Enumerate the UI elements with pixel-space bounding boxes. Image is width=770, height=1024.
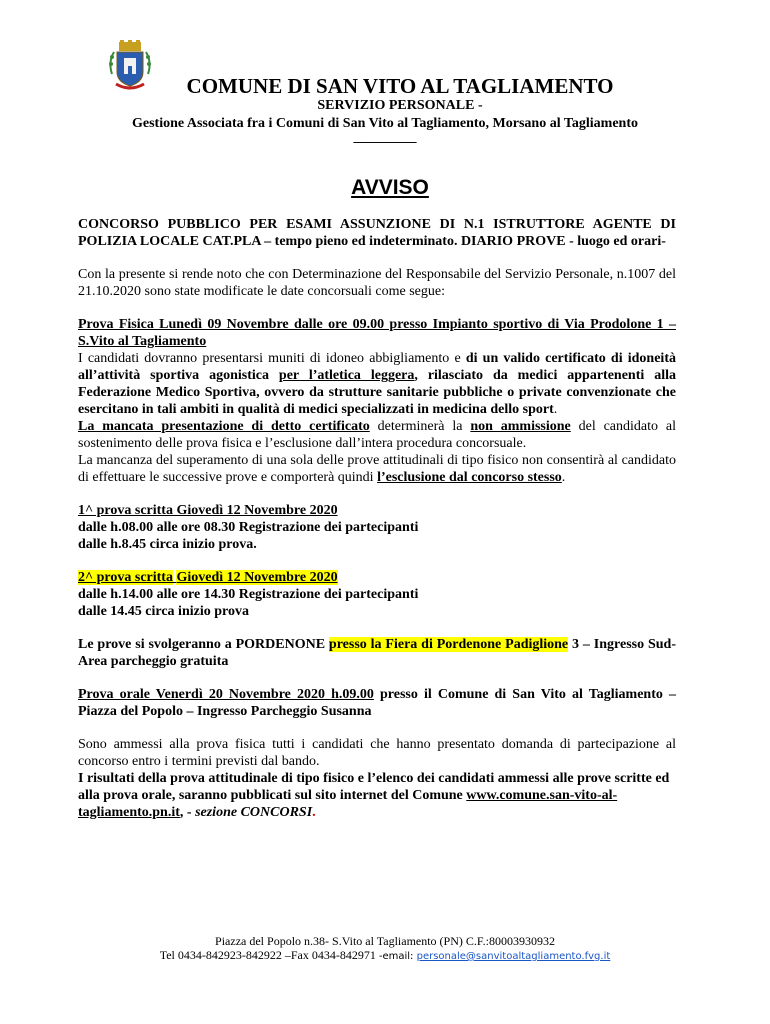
missing-certificate-paragraph — [78, 418, 676, 452]
service-name: SERVIZIO PERSONALE - — [317, 98, 483, 113]
footer-contacts — [0, 948, 770, 963]
written-test-1-heading: 1^ prova scritta Giovedì 12 Novembre 2020 — [78, 503, 338, 518]
notice-title: AVVISO — [351, 176, 429, 199]
intro-paragraph: Con la presente si rende noto che con Determinazione del Responsabile del Servizio Personale, n.1007 del 21.10.2020 sono state modificate le date concorsuali come segue: — [78, 267, 676, 299]
text-run: non ammissione — [470, 419, 571, 434]
notice-body — [78, 216, 676, 821]
text-run: . — [553, 402, 558, 417]
oral-test-paragraph — [78, 686, 676, 720]
email-link[interactable]: personale@sanvitoaltagliamento.fvg.it — [416, 951, 611, 962]
written-test-2-registration: dalle h.14.00 alle ore 14.30 Registrazione dei partecipanti — [78, 587, 419, 602]
text-run: Prova orale Venerdì 20 Novembre 2020 h.09.00 — [78, 687, 374, 702]
text-run: 2^ prova scritta — [78, 570, 173, 585]
text-run: I candidati dovranno presentarsi muniti di idoneo abbigliamento e — [78, 351, 466, 366]
written-test-1-start: dalle h.8.45 circa inizio prova. — [78, 537, 257, 552]
municipality-title: COMUNE DI SAN VITO AL TAGLIAMENTO — [186, 74, 614, 98]
written-test-2-heading — [78, 569, 676, 586]
text-run: di un valido certificato di idoneità all’attività sportiva agonistica — [78, 351, 676, 383]
text-run: La mancanza del superamento di una sola delle prove attitudinali di tipo fisico non consentirà al candidato di effettuare le successive prove e comporterà quindi — [78, 453, 676, 485]
text-run: La mancata presentazione di detto certificato — [78, 419, 370, 434]
physical-test-requirements — [78, 350, 676, 418]
header-rule: _________ — [353, 130, 417, 145]
text-run: presso la Fiera di Pordenone Padiglione — [328, 637, 569, 652]
text-run: del candidato al sostenimento delle prova fisica e l’esclusione dall’intera procedura concorsuale. — [78, 419, 676, 451]
association-line: Gestione Associata fra i Comuni di San Vito al Tagliamento, Morsano al Tagliamento — [132, 116, 638, 131]
text-run: l’esclusione dal concorso stesso — [377, 470, 562, 485]
text-run: I risultati della prova attitudinale di tipo fisico e l’elenco dei candidati ammessi alle prove scritte ed alla prova orale, saranno pubblicati sul sito internet del Comune — [78, 771, 670, 803]
email-label: -email: — [378, 951, 417, 962]
text-run: . — [561, 470, 566, 485]
text-run: presso il Comune di San Vito al Tagliamento – Piazza del Popolo – Ingresso Parcheggio Susanna — [78, 687, 676, 719]
written-test-1-registration: dalle h.08.00 alle ore 08.30 Registrazione dei partecipanti — [78, 520, 419, 535]
text-run: , rilasciato da medici appartenenti alla Federazione Medico Sportiva, ovvero da strutture sanitarie pubbliche o private convenzionate che esercitano in tali ambiti in qualità di medici specializzati in medicina dello sport — [78, 368, 676, 417]
exclusion-paragraph — [78, 452, 676, 486]
admission-paragraph: Sono ammessi alla prova fisica tutti i candidati che hanno presentato domanda di partecipazione al concorso entro i termini previsti dal bando. — [78, 737, 676, 769]
text-run: per l’atletica leggera — [278, 368, 415, 383]
text-run: sezione CONCORSI — [195, 805, 313, 820]
results-paragraph — [78, 770, 676, 821]
footer-address: Piazza del Popolo n.38- S.Vito al Tagliamento (PN) C.F.:80003930932 — [215, 934, 555, 948]
competition-heading: CONCORSO PUBBLICO PER ESAMI ASSUNZIONE DI N.1 ISTRUTTORE AGENTE DI POLIZIA LOCALE CAT.PLA – tempo pieno ed indeterminato. DIARIO PROVE - luogo ed orari- — [78, 217, 676, 249]
footer-phones: Tel 0434-842923-842922 –Fax 0434-842971 — [159, 948, 379, 962]
text-run: , - — [179, 805, 196, 820]
written-test-2-start: dalle 14.45 circa inizio prova — [78, 604, 249, 619]
physical-test-heading: Prova Fisica Lunedì 09 Novembre dalle ore 09.00 presso Impianto sportivo di Via Prodolone 1 – S.Vito al Tagliamento — [78, 317, 676, 349]
text-run: Le prove si svolgeranno a PORDENONE — [78, 637, 329, 652]
text-run: 3 – Ingresso Sud- Area parcheggio gratuita — [78, 637, 676, 669]
website-link[interactable]: www.comune.san-vito-al-tagliamento.pn.it — [78, 788, 618, 820]
text-run: . — [312, 805, 316, 820]
text-run: Giovedì 12 Novembre 2020 — [176, 570, 338, 585]
text-run: determinerà la — [369, 419, 471, 434]
venue-paragraph — [78, 636, 676, 670]
